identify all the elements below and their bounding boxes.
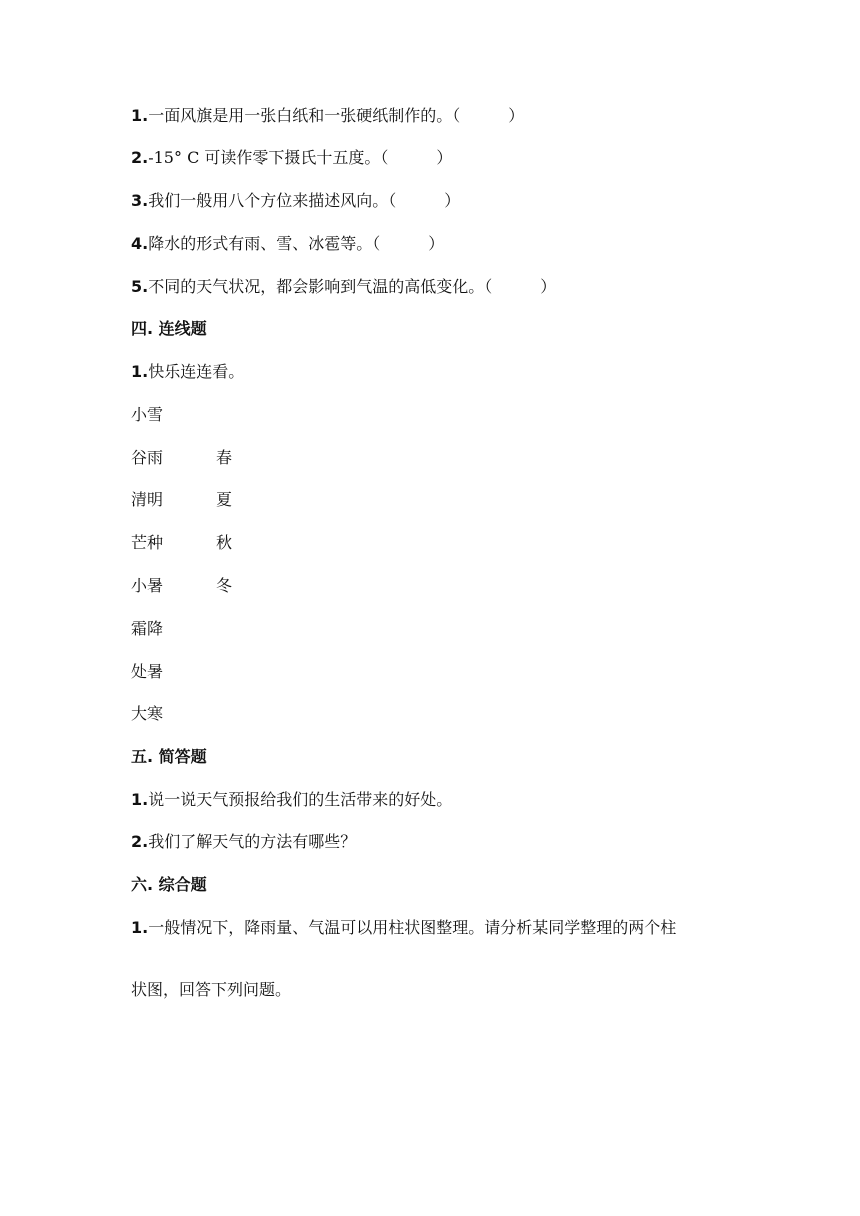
question-number: 1. [131, 918, 149, 937]
short-answer-question-2 [131, 832, 356, 852]
question-text: 降水的形式有雨、雪、冰雹等。（ ） [148, 234, 445, 253]
section-heading-comprehensive: 六. 综合题 [131, 875, 207, 894]
question-text: -15° C 可读作零下摄氏十五度。（ ） [148, 148, 453, 167]
judgement-question-5 [131, 277, 556, 297]
matching-question-1 [131, 362, 244, 382]
solar-term-item: 谷雨 [131, 448, 164, 467]
short-answer-question-1 [131, 790, 452, 810]
question-number: 2. [131, 148, 149, 167]
question-number: 1. [131, 106, 149, 125]
question-number: 1. [131, 362, 149, 381]
question-number: 1. [131, 790, 149, 809]
question-number: 5. [131, 277, 149, 296]
solar-term-item: 霜降 [131, 619, 164, 638]
question-text: 不同的天气状况，都会影响到气温的高低变化。（ ） [148, 277, 557, 296]
comprehensive-question-1 [131, 918, 676, 938]
question-number: 2. [131, 832, 149, 851]
season-item: 夏 [216, 490, 233, 509]
question-text: 一般情况下，降雨量、气温可以用柱状图整理。请分析某同学整理的两个柱 [148, 918, 677, 937]
solar-term-item: 小暑 [131, 576, 164, 595]
solar-term-item: 处暑 [131, 662, 164, 681]
judgement-question-2 [131, 148, 452, 168]
season-item: 冬 [216, 576, 233, 595]
solar-term-item: 小雪 [131, 405, 164, 424]
question-text: 我们一般用八个方位来描述风向。（ ） [148, 191, 461, 210]
solar-term-item: 清明 [131, 490, 164, 509]
judgement-question-1 [131, 106, 524, 126]
question-text: 一面风旗是用一张白纸和一张硬纸制作的。（ ） [148, 106, 525, 125]
question-text: 我们了解天气的方法有哪些？ [148, 832, 357, 851]
season-item: 秋 [216, 533, 233, 552]
question-text: 说一说天气预报给我们的生活带来的好处。 [148, 790, 453, 809]
question-text: 快乐连连看。 [148, 362, 245, 381]
solar-term-item: 芒种 [131, 533, 164, 552]
section-heading-matching: 四. 连线题 [131, 319, 207, 338]
section-heading-short-answer: 五. 简答题 [131, 747, 207, 766]
judgement-question-4 [131, 234, 444, 254]
question-number: 3. [131, 191, 149, 210]
solar-term-item: 大寒 [131, 704, 164, 723]
season-item: 春 [216, 448, 233, 467]
question-number: 4. [131, 234, 149, 253]
comprehensive-question-1-continued: 状图，回答下列问题。 [131, 980, 292, 999]
judgement-question-3 [131, 191, 460, 211]
